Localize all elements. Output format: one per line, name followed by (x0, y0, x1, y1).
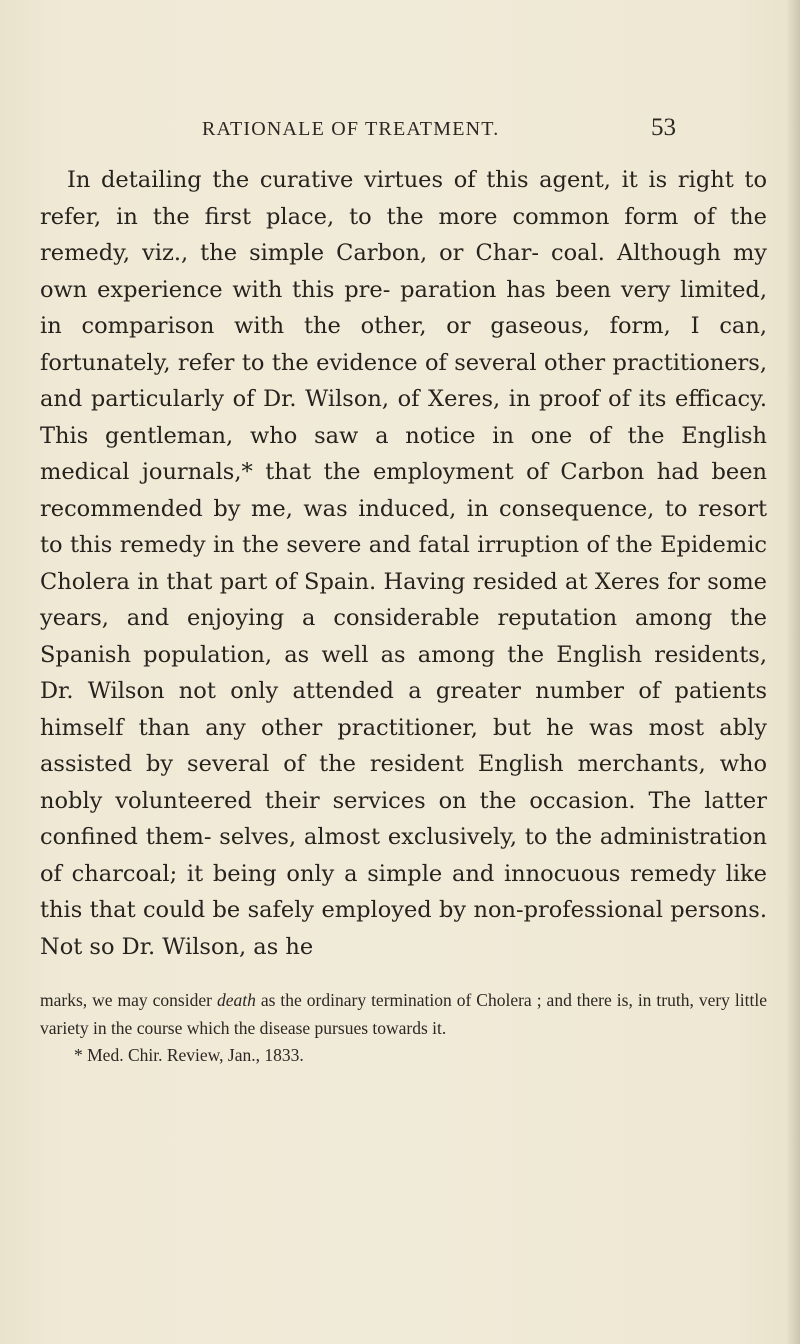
page-edge-shadow (786, 0, 800, 1344)
footnotes (40, 987, 767, 1070)
footnote-continuation-end: as the ordinary termination of Cholera ; and there is, in truth, very little variety in the course which the disease pursues towards it. (40, 990, 768, 1038)
footnote-continuation (40, 987, 767, 1042)
footnote-continuation-start: marks, we may consider (40, 990, 212, 1010)
running-head-title: RATIONALE OF TREATMENT. (202, 118, 500, 140)
footnote-italic-word: death (216, 990, 256, 1010)
footnote-reference: * Med. Chir. Review, Jan., 1833. (74, 1045, 304, 1065)
running-head (0, 114, 800, 148)
page-number: 53 (651, 114, 676, 141)
body-text (40, 162, 767, 965)
body-paragraph: In detailing the curative virtues of this agent, it is right to refer, in the first place, to the more common form of the remedy, viz., the simple Carbon, or Char- coal. Although my own experience with this pre- paration has been very limited, in comparison with the other, or gaseous, form, I can, fortunately, refer to the evidence of several other practitioners, and particularly of Dr. Wilson, of Xeres, in proof of its efficacy. This gentleman, who saw a notice in one of the English medical journals,* that the employment of Carbon had been recommended by me, was induced, in consequence, to resort to this remedy in the severe and fatal irruption of the Epidemic Cholera in that part of Spain. Having resided at Xeres for some years, and enjoying a considerable reputation among the Spanish population, as well as among the English residents, Dr. Wilson not only attended a greater number of patients himself than any other practitioner, but he was most ably assisted by several of the resident English merchants, who nobly volunteered their services on the occasion. The latter confined them- selves, almost exclusively, to the administration of charcoal; it being only a simple and innocuous remedy like this that could be safely employed by non-professional persons. Not so Dr. Wilson, as he (40, 167, 767, 960)
